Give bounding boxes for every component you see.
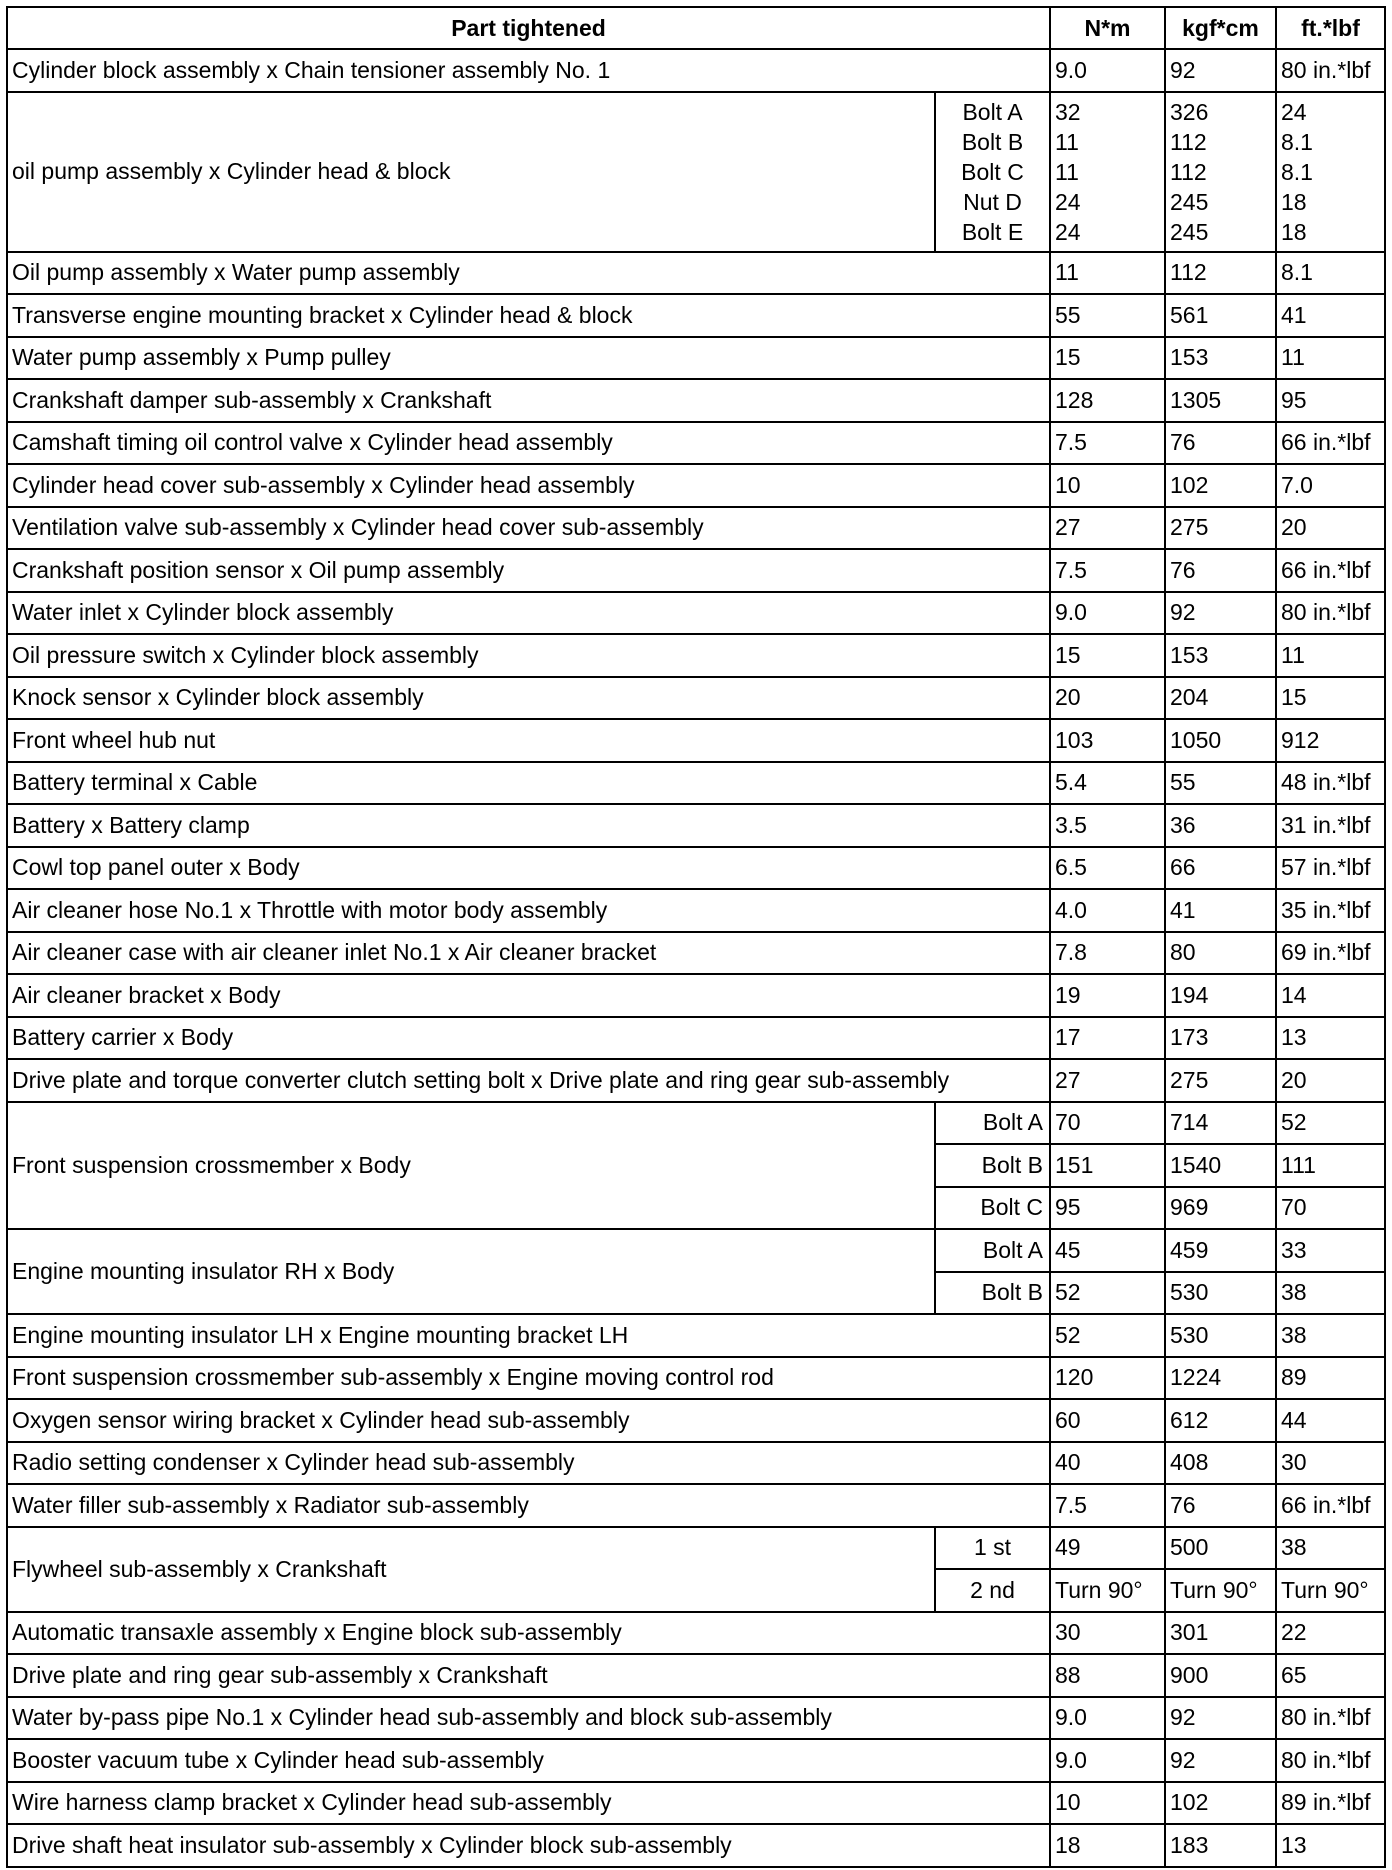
part-cell: Crankshaft damper sub-assembly x Crankshaft <box>7 379 1050 422</box>
table-row <box>7 1612 1385 1655</box>
table-row <box>7 1357 1385 1400</box>
nm-value: 11 <box>1055 158 1079 185</box>
nm-cell: Turn 90° <box>1050 1569 1165 1612</box>
ft-cell: 89 in.*lbf <box>1276 1782 1385 1825</box>
kgf-cell: 530 <box>1165 1272 1276 1315</box>
nm-cell: 52 <box>1050 1272 1165 1315</box>
table-row <box>7 677 1385 720</box>
table-row <box>7 252 1385 295</box>
ft-cell: 38 <box>1276 1527 1385 1570</box>
table-row-insulator-rh-a <box>7 1229 1385 1272</box>
nm-cell: 9.0 <box>1050 1697 1165 1740</box>
nm-cell: 95 <box>1050 1187 1165 1230</box>
part-cell: Air cleaner hose No.1 x Throttle with motor body assembly <box>7 889 1050 932</box>
kgf-cell: 36 <box>1165 804 1276 847</box>
kgf-cell: 969 <box>1165 1187 1276 1230</box>
kgf-cell: 1305 <box>1165 379 1276 422</box>
table-row-oil-pump <box>7 92 1385 252</box>
nm-cell: 15 <box>1050 634 1165 677</box>
ft-value: 8.1 <box>1281 158 1313 185</box>
nm-cell: 40 <box>1050 1442 1165 1485</box>
part-cell: Air cleaner bracket x Body <box>7 974 1050 1017</box>
part-cell: Flywheel sub-assembly x Crankshaft <box>7 1527 935 1612</box>
kgf-cell: 530 <box>1165 1314 1276 1357</box>
table-row <box>7 1824 1385 1867</box>
nm-cell: 103 <box>1050 719 1165 762</box>
kgf-cell: 92 <box>1165 592 1276 635</box>
table-row <box>7 464 1385 507</box>
kgf-cell: 900 <box>1165 1654 1276 1697</box>
part-cell: Oil pump assembly x Water pump assembly <box>7 252 1050 295</box>
nm-cell: 7.5 <box>1050 422 1165 465</box>
ft-cell: 13 <box>1276 1824 1385 1867</box>
part-cell: Crankshaft position sensor x Oil pump assembly <box>7 549 1050 592</box>
sub-step-cell: 2 nd <box>935 1569 1050 1612</box>
table-row-crossmember-a <box>7 1102 1385 1145</box>
ft-cell: 8.1 <box>1276 252 1385 295</box>
kgf-cell: 183 <box>1165 1824 1276 1867</box>
kgf-cell: 80 <box>1165 932 1276 975</box>
header-kgf-cm: kgf*cm <box>1165 7 1276 49</box>
ft-cell: 14 <box>1276 974 1385 1017</box>
sub-fastener-cell: Bolt C <box>935 1187 1050 1230</box>
nm-cell <box>1050 92 1165 252</box>
kgf-cell: 76 <box>1165 549 1276 592</box>
part-cell: Cylinder block assembly x Chain tensioner assembly No. 1 <box>7 49 1050 92</box>
part-cell: Battery x Battery clamp <box>7 804 1050 847</box>
table-row <box>7 49 1385 92</box>
kgf-cell: 714 <box>1165 1102 1276 1145</box>
table-row <box>7 1739 1385 1782</box>
ft-cell: 65 <box>1276 1654 1385 1697</box>
part-cell: Engine mounting insulator RH x Body <box>7 1229 935 1314</box>
nm-cell: 55 <box>1050 294 1165 337</box>
table-row <box>7 507 1385 550</box>
part-cell: Water pump assembly x Pump pulley <box>7 337 1050 380</box>
nm-cell: 88 <box>1050 1654 1165 1697</box>
part-cell: Drive plate and ring gear sub-assembly x Crankshaft <box>7 1654 1050 1697</box>
table-row <box>7 1442 1385 1485</box>
table-row <box>7 719 1385 762</box>
table-row <box>7 1314 1385 1357</box>
table-row <box>7 974 1385 1017</box>
kgf-cell: 612 <box>1165 1399 1276 1442</box>
ft-cell: 38 <box>1276 1314 1385 1357</box>
ft-cell: 57 in.*lbf <box>1276 847 1385 890</box>
nm-cell: 52 <box>1050 1314 1165 1357</box>
part-cell: Radio setting condenser x Cylinder head sub-assembly <box>7 1442 1050 1485</box>
ft-cell: 44 <box>1276 1399 1385 1442</box>
part-cell: Wire harness clamp bracket x Cylinder head sub-assembly <box>7 1782 1050 1825</box>
ft-cell: 38 <box>1276 1272 1385 1315</box>
kgf-cell: 459 <box>1165 1229 1276 1272</box>
part-cell: Drive plate and torque converter clutch setting bolt x Drive plate and ring gear sub-assembly <box>7 1059 1050 1102</box>
sub-step-cell: 1 st <box>935 1527 1050 1570</box>
part-cell: Battery terminal x Cable <box>7 762 1050 805</box>
nm-cell: 9.0 <box>1050 49 1165 92</box>
nm-cell: 30 <box>1050 1612 1165 1655</box>
kgf-cell: 92 <box>1165 1697 1276 1740</box>
nm-cell: 7.5 <box>1050 1484 1165 1527</box>
kgf-cell: 1050 <box>1165 719 1276 762</box>
kgf-value: 245 <box>1170 218 1209 245</box>
sub-label: Bolt E <box>961 218 1024 245</box>
part-cell: oil pump assembly x Cylinder head & block <box>7 92 935 252</box>
table-row <box>7 592 1385 635</box>
part-cell: Air cleaner case with air cleaner inlet No.1 x Air cleaner bracket <box>7 932 1050 975</box>
ft-cell: 66 in.*lbf <box>1276 1484 1385 1527</box>
ft-cell: 66 in.*lbf <box>1276 422 1385 465</box>
ft-cell: 80 in.*lbf <box>1276 592 1385 635</box>
kgf-cell: 55 <box>1165 762 1276 805</box>
kgf-cell: 500 <box>1165 1527 1276 1570</box>
kgf-cell: 153 <box>1165 337 1276 380</box>
kgf-cell <box>1165 92 1276 252</box>
ft-cell: 95 <box>1276 379 1385 422</box>
kgf-cell: 173 <box>1165 1017 1276 1060</box>
part-cell: Battery carrier x Body <box>7 1017 1050 1060</box>
nm-cell: 9.0 <box>1050 592 1165 635</box>
ft-cell: 20 <box>1276 1059 1385 1102</box>
ft-cell: 35 in.*lbf <box>1276 889 1385 932</box>
table-row <box>7 1059 1385 1102</box>
kgf-value: 326 <box>1170 98 1209 125</box>
nm-cell: 17 <box>1050 1017 1165 1060</box>
nm-cell: 3.5 <box>1050 804 1165 847</box>
nm-cell: 70 <box>1050 1102 1165 1145</box>
kgf-cell: 561 <box>1165 294 1276 337</box>
sub-label: Bolt A <box>962 98 1023 125</box>
kgf-cell: 92 <box>1165 1739 1276 1782</box>
nm-cell: 7.8 <box>1050 932 1165 975</box>
sub-label: Bolt C <box>961 158 1024 185</box>
table-row <box>7 1484 1385 1527</box>
table-row <box>7 1782 1385 1825</box>
table-row <box>7 294 1385 337</box>
ft-value: 18 <box>1281 188 1307 215</box>
ft-cell: 22 <box>1276 1612 1385 1655</box>
ft-cell: 15 <box>1276 677 1385 720</box>
table-row <box>7 847 1385 890</box>
ft-cell: 80 in.*lbf <box>1276 49 1385 92</box>
ft-cell: 11 <box>1276 337 1385 380</box>
ft-cell: 66 in.*lbf <box>1276 549 1385 592</box>
ft-cell: 69 in.*lbf <box>1276 932 1385 975</box>
nm-cell: 120 <box>1050 1357 1165 1400</box>
kgf-cell: 204 <box>1165 677 1276 720</box>
nm-cell: 60 <box>1050 1399 1165 1442</box>
part-cell: Front wheel hub nut <box>7 719 1050 762</box>
ft-cell: 33 <box>1276 1229 1385 1272</box>
sub-fastener-cell: Bolt A <box>935 1229 1050 1272</box>
nm-cell: 5.4 <box>1050 762 1165 805</box>
part-cell: Transverse engine mounting bracket x Cylinder head & block <box>7 294 1050 337</box>
kgf-value: 112 <box>1170 158 1207 185</box>
kgf-cell: 41 <box>1165 889 1276 932</box>
nm-cell: 151 <box>1050 1144 1165 1187</box>
nm-cell: 10 <box>1050 464 1165 507</box>
table-row <box>7 634 1385 677</box>
part-cell: Booster vacuum tube x Cylinder head sub-assembly <box>7 1739 1050 1782</box>
table-row <box>7 337 1385 380</box>
ft-cell: 30 <box>1276 1442 1385 1485</box>
nm-cell: 10 <box>1050 1782 1165 1825</box>
table-row <box>7 889 1385 932</box>
sub-fastener-cell: Bolt A <box>935 1102 1050 1145</box>
nm-cell: 27 <box>1050 1059 1165 1102</box>
ft-cell: 31 in.*lbf <box>1276 804 1385 847</box>
ft-cell <box>1276 92 1385 252</box>
nm-cell: 4.0 <box>1050 889 1165 932</box>
kgf-cell: 102 <box>1165 464 1276 507</box>
header-part-tightened: Part tightened <box>7 7 1050 49</box>
part-cell: Automatic transaxle assembly x Engine block sub-assembly <box>7 1612 1050 1655</box>
kgf-cell: Turn 90° <box>1165 1569 1276 1612</box>
ft-cell: 48 in.*lbf <box>1276 762 1385 805</box>
part-cell: Oil pressure switch x Cylinder block assembly <box>7 634 1050 677</box>
nm-value: 11 <box>1055 128 1079 155</box>
nm-cell: 7.5 <box>1050 549 1165 592</box>
table-row <box>7 1399 1385 1442</box>
header-ft-lbf: ft.*lbf <box>1276 7 1385 49</box>
table-row <box>7 379 1385 422</box>
table-row <box>7 804 1385 847</box>
part-cell: Front suspension crossmember x Body <box>7 1102 935 1230</box>
nm-cell: 15 <box>1050 337 1165 380</box>
part-cell: Cowl top panel outer x Body <box>7 847 1050 890</box>
nm-cell: 18 <box>1050 1824 1165 1867</box>
kgf-value: 112 <box>1170 128 1207 155</box>
ft-value: 24 <box>1281 98 1307 125</box>
table-row <box>7 762 1385 805</box>
part-cell: Cylinder head cover sub-assembly x Cylinder head assembly <box>7 464 1050 507</box>
part-cell: Front suspension crossmember sub-assembly x Engine moving control rod <box>7 1357 1050 1400</box>
kgf-cell: 66 <box>1165 847 1276 890</box>
header-nm: N*m <box>1050 7 1165 49</box>
nm-cell: 6.5 <box>1050 847 1165 890</box>
nm-value: 32 <box>1055 98 1081 125</box>
ft-cell: 111 <box>1276 1144 1385 1187</box>
nm-cell: 45 <box>1050 1229 1165 1272</box>
part-cell: Engine mounting insulator LH x Engine mounting bracket LH <box>7 1314 1050 1357</box>
ft-cell: 89 <box>1276 1357 1385 1400</box>
kgf-cell: 1224 <box>1165 1357 1276 1400</box>
ft-cell: 7.0 <box>1276 464 1385 507</box>
kgf-cell: 92 <box>1165 49 1276 92</box>
ft-cell: Turn 90° <box>1276 1569 1385 1612</box>
table-row <box>7 549 1385 592</box>
kgf-cell: 102 <box>1165 1782 1276 1825</box>
kgf-cell: 76 <box>1165 1484 1276 1527</box>
table-row <box>7 422 1385 465</box>
part-cell: Camshaft timing oil control valve x Cylinder head assembly <box>7 422 1050 465</box>
kgf-cell: 301 <box>1165 1612 1276 1655</box>
ft-cell: 20 <box>1276 507 1385 550</box>
part-cell: Oxygen sensor wiring bracket x Cylinder head sub-assembly <box>7 1399 1050 1442</box>
ft-cell: 80 in.*lbf <box>1276 1697 1385 1740</box>
sub-fastener-cell: Bolt B <box>935 1144 1050 1187</box>
torque-specification-table <box>6 6 1386 1868</box>
ft-cell: 80 in.*lbf <box>1276 1739 1385 1782</box>
kgf-cell: 194 <box>1165 974 1276 1017</box>
kgf-cell: 153 <box>1165 634 1276 677</box>
nm-value: 24 <box>1055 218 1081 245</box>
nm-cell: 9.0 <box>1050 1739 1165 1782</box>
nm-cell: 27 <box>1050 507 1165 550</box>
ft-value: 18 <box>1281 218 1307 245</box>
ft-cell: 13 <box>1276 1017 1385 1060</box>
kgf-cell: 408 <box>1165 1442 1276 1485</box>
table-row <box>7 1697 1385 1740</box>
sub-label: Nut D <box>963 188 1022 215</box>
table-row <box>7 1017 1385 1060</box>
sub-fastener-cell <box>935 92 1050 252</box>
part-cell: Water by-pass pipe No.1 x Cylinder head sub-assembly and block sub-assembly <box>7 1697 1050 1740</box>
kgf-cell: 112 <box>1165 252 1276 295</box>
part-cell: Knock sensor x Cylinder block assembly <box>7 677 1050 720</box>
kgf-cell: 1540 <box>1165 1144 1276 1187</box>
ft-cell: 11 <box>1276 634 1385 677</box>
sub-fastener-cell: Bolt B <box>935 1272 1050 1315</box>
table-row <box>7 932 1385 975</box>
sub-label: Bolt B <box>961 128 1024 155</box>
part-cell: Water inlet x Cylinder block assembly <box>7 592 1050 635</box>
kgf-value: 245 <box>1170 188 1209 215</box>
kgf-cell: 76 <box>1165 422 1276 465</box>
ft-cell: 52 <box>1276 1102 1385 1145</box>
part-cell: Drive shaft heat insulator sub-assembly x Cylinder block sub-assembly <box>7 1824 1050 1867</box>
nm-cell: 11 <box>1050 252 1165 295</box>
kgf-cell: 275 <box>1165 507 1276 550</box>
table-row-flywheel-first <box>7 1527 1385 1570</box>
nm-cell: 49 <box>1050 1527 1165 1570</box>
ft-cell: 912 <box>1276 719 1385 762</box>
nm-cell: 20 <box>1050 677 1165 720</box>
part-cell: Ventilation valve sub-assembly x Cylinder head cover sub-assembly <box>7 507 1050 550</box>
ft-value: 8.1 <box>1281 128 1313 155</box>
nm-cell: 128 <box>1050 379 1165 422</box>
kgf-cell: 275 <box>1165 1059 1276 1102</box>
ft-cell: 41 <box>1276 294 1385 337</box>
nm-cell: 19 <box>1050 974 1165 1017</box>
ft-cell: 70 <box>1276 1187 1385 1230</box>
part-cell: Water filler sub-assembly x Radiator sub-assembly <box>7 1484 1050 1527</box>
nm-value: 24 <box>1055 188 1081 215</box>
table-row <box>7 1654 1385 1697</box>
header-row <box>7 7 1385 49</box>
